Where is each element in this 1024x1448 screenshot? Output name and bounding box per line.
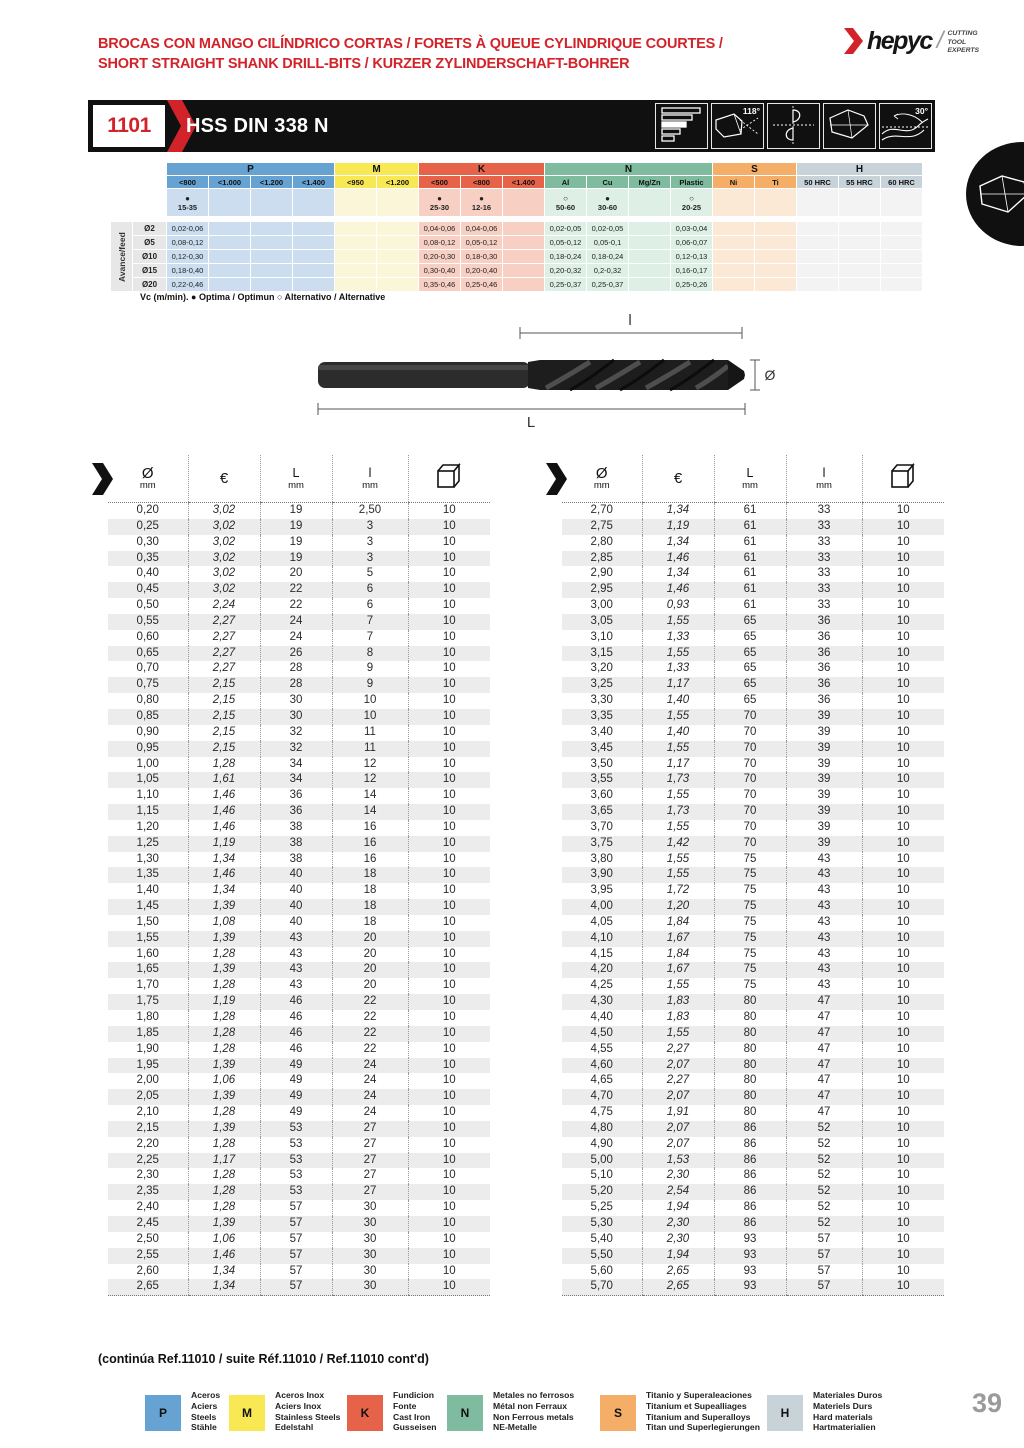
flute-length-label: l	[628, 312, 632, 329]
price-row: 1,00 1,28 34 12 10	[108, 757, 490, 773]
price-row: 0,95 2,15 32 11 10	[108, 741, 490, 757]
legend-item-H	[767, 1390, 882, 1433]
spec-table	[110, 162, 923, 292]
legend-item-P	[145, 1390, 220, 1433]
price-row: 2,45 1,39 57 30 10	[108, 1216, 490, 1232]
price-row: 4,65 2,27 80 47 10	[562, 1073, 944, 1089]
price-row: 0,45 3,02 22 6 10	[108, 582, 490, 598]
legend-swatch-N: N	[447, 1395, 483, 1431]
price-row: 4,10 1,67 75 43 10	[562, 931, 944, 947]
col-pack-qty	[408, 455, 490, 503]
continuation-note: (continúa Ref.11010 / suite Réf.11010 / Ref.11010 cont'd)	[98, 1352, 429, 1366]
diameter-row-label: Ø5	[133, 236, 167, 250]
legend-item-N	[447, 1390, 574, 1433]
legend-swatch-S: S	[600, 1395, 636, 1431]
price-row: 1,30 1,34 38 16 10	[108, 852, 490, 868]
price-row: 2,65 1,34 57 30 10	[108, 1279, 490, 1295]
price-row: 1,95 1,39 49 24 10	[108, 1058, 490, 1074]
drill-diagram	[278, 312, 778, 435]
price-row: 0,65 2,27 26 8 10	[108, 646, 490, 662]
col-diameter: Ø mm	[108, 455, 188, 503]
diameter-label: Ø	[764, 367, 776, 383]
spec-group-header-row	[111, 163, 923, 176]
legend-swatch-H: H	[767, 1395, 803, 1431]
diameter-row-label: Ø10	[133, 250, 167, 264]
price-row: 2,25 1,17 53 27 10	[108, 1153, 490, 1169]
brand-logo	[843, 26, 979, 61]
drill-tip-icon	[972, 164, 1024, 224]
col-total-length: L mm	[714, 455, 786, 503]
price-row: 2,75 1,19 61 33 10	[562, 519, 944, 535]
legend-text-N: Metales no ferrosos Métal non Ferraux Non Ferrous metals NE-Metalle	[493, 1390, 575, 1433]
price-row: 4,05 1,84 75 43 10	[562, 915, 944, 931]
price-row: 0,55 2,27 24 7 10	[108, 614, 490, 630]
price-table-header	[562, 455, 944, 503]
spec-data-row: Avance/feed Ø2 0,02-0,06 0,04-0,06 0,04-0,06 0,02-0,05 0,02-0,05 0,03-0,04	[111, 222, 923, 236]
brand-chevron-icon	[843, 26, 865, 61]
price-row: 1,35 1,46 40 18 10	[108, 867, 490, 883]
spec-data-row: Ø15 0,18-0,40 0,30-0,40 0,20-0,40 0,20-0,32 0,2-0,32 0,16-0,17	[111, 264, 923, 278]
brand-name: hepyc	[867, 27, 932, 55]
banner-icons	[655, 103, 932, 149]
total-length-label: L	[526, 414, 536, 430]
price-row: 2,80 1,34 61 33 10	[562, 535, 944, 551]
price-row: 3,05 1,55 65 36 10	[562, 614, 944, 630]
price-row: 0,80 2,15 30 10 10	[108, 693, 490, 709]
price-row: 5,10 2,30 86 52 10	[562, 1168, 944, 1184]
legend-item-M	[229, 1390, 340, 1433]
point-angle-icon: 118°	[711, 103, 764, 149]
series-ref-box	[93, 105, 165, 147]
legend-swatch-M: M	[229, 1395, 265, 1431]
price-row: 3,15 1,55 65 36 10	[562, 646, 944, 662]
price-row: 3,60 1,55 70 39 10	[562, 788, 944, 804]
price-row: 1,40 1,34 40 18 10	[108, 883, 490, 899]
price-row: 0,70 2,27 28 9 10	[108, 661, 490, 677]
price-row: 2,05 1,39 49 24 10	[108, 1089, 490, 1105]
spec-group-S: S	[713, 163, 797, 176]
price-row: 1,65 1,39 43 20 10	[108, 962, 490, 978]
price-row: 4,75 1,91 80 47 10	[562, 1105, 944, 1121]
price-row: 0,85 2,15 30 10 10	[108, 709, 490, 725]
price-row: 3,95 1,72 75 43 10	[562, 883, 944, 899]
diameter-row-label: Ø20	[133, 278, 167, 292]
price-row: 2,15 1,39 53 27 10	[108, 1121, 490, 1137]
price-row: 1,90 1,28 46 22 10	[108, 1042, 490, 1058]
price-row: 3,90 1,55 75 43 10	[562, 867, 944, 883]
legend-item-S	[600, 1390, 760, 1433]
price-row: 2,60 1,34 57 30 10	[108, 1264, 490, 1280]
price-row: 2,95 1,46 61 33 10	[562, 582, 944, 598]
page-title	[98, 34, 723, 74]
col-flute-length: l mm	[332, 455, 408, 503]
series-title: HSS DIN 338 N	[186, 114, 329, 137]
price-row: 1,20 1,46 38 16 10	[108, 820, 490, 836]
cross-section-icon	[767, 103, 820, 149]
price-row: 0,20 3,02 19 2,50 10	[108, 503, 490, 519]
price-row: 4,15 1,84 75 43 10	[562, 947, 944, 963]
table-chevron-icon	[90, 463, 114, 495]
legend-text-K: Fundicion Fonte Cast Iron Gusseisen	[393, 1390, 437, 1433]
price-row: 1,55 1,39 43 20 10	[108, 931, 490, 947]
price-row: 1,05 1,61 34 12 10	[108, 772, 490, 788]
col-flute-length: l mm	[786, 455, 862, 503]
diameter-row-label: Ø15	[133, 264, 167, 278]
bar-lengths-icon	[655, 103, 708, 149]
drill-bit-image	[318, 360, 745, 390]
price-row: 3,35 1,55 70 39 10	[562, 709, 944, 725]
spec-group-K: K	[419, 163, 545, 176]
price-row: 1,45 1,39 40 18 10	[108, 899, 490, 915]
logo-slash: /	[936, 27, 944, 54]
legend-item-K	[347, 1390, 436, 1433]
col-price: €	[642, 455, 714, 503]
price-row: 4,00 1,20 75 43 10	[562, 899, 944, 915]
box-icon	[888, 477, 918, 494]
col-total-length: L mm	[260, 455, 332, 503]
price-row: 4,90 2,07 86 52 10	[562, 1137, 944, 1153]
material-legend	[145, 1390, 905, 1446]
price-row: 0,75 2,15 28 9 10	[108, 677, 490, 693]
price-table-right-wrap	[562, 455, 944, 1296]
price-row: 3,65 1,73 70 39 10	[562, 804, 944, 820]
price-row: 1,25 1,19 38 16 10	[108, 836, 490, 852]
legend-swatch-P: P	[145, 1395, 181, 1431]
legend-text-S: Titanio y Superaleaciones Titanium et Supealliages Titanium and Superalloys Titan und Superlegierungen	[646, 1390, 760, 1433]
price-row: 2,00 1,06 49 24 10	[108, 1073, 490, 1089]
page-number: 39	[971, 1388, 1002, 1418]
price-row: 5,30 2,30 86 52 10	[562, 1216, 944, 1232]
price-row: 3,25 1,17 65 36 10	[562, 677, 944, 693]
price-row: 4,20 1,67 75 43 10	[562, 962, 944, 978]
feed-axis-label: Avance/feed	[111, 222, 133, 292]
price-row: 5,50 1,94 93 57 10	[562, 1248, 944, 1264]
price-row: 0,30 3,02 19 3 10	[108, 535, 490, 551]
tip-geometry-icon	[823, 103, 876, 149]
price-row: 2,35 1,28 53 27 10	[108, 1184, 490, 1200]
legend-text-H: Materiales Duros Materiels Durs Hard materials Hartmaterialien	[813, 1390, 883, 1433]
price-row: 2,50 1,06 57 30 10	[108, 1232, 490, 1248]
price-row: 3,30 1,40 65 36 10	[562, 693, 944, 709]
spec-vc-row: ● 15-35 ● 25-30 ● 12-16 ○ 50-60 ● 30-60 ○ 20-25	[111, 189, 923, 217]
price-row: 4,70 2,07 80 47 10	[562, 1089, 944, 1105]
page-title-line1: BROCAS CON MANGO CILÍNDRICO CORTAS / FORETS À QUEUE CYLINDRIQUE COURTES /	[98, 36, 723, 52]
price-row: 0,50 2,24 22 6 10	[108, 598, 490, 614]
price-row: 2,40 1,28 57 30 10	[108, 1200, 490, 1216]
page-edge-tab	[966, 142, 1024, 246]
helix-angle-icon: 30°	[879, 103, 932, 149]
price-row: 1,50 1,08 40 18 10	[108, 915, 490, 931]
price-row: 0,90 2,15 32 11 10	[108, 725, 490, 741]
price-row: 1,75 1,19 46 22 10	[108, 994, 490, 1010]
price-row: 2,55 1,46 57 30 10	[108, 1248, 490, 1264]
col-pack-qty	[862, 455, 944, 503]
spec-data-row: Ø20 0,22-0,46 0,35-0,46 0,25-0,46 0,25-0,37 0,25-0,37 0,25-0,26	[111, 278, 923, 292]
price-row: 4,30 1,83 80 47 10	[562, 994, 944, 1010]
price-row: 2,85 1,46 61 33 10	[562, 551, 944, 567]
spec-group-P: P	[167, 163, 335, 176]
price-row: 1,70 1,28 43 20 10	[108, 978, 490, 994]
price-row: 3,40 1,40 70 39 10	[562, 725, 944, 741]
price-row: 2,20 1,28 53 27 10	[108, 1137, 490, 1153]
legend-text-P: Aceros Aciers Steels Stähle	[191, 1390, 221, 1433]
brand-tagline: CUTTING TOOL EXPERTS	[947, 30, 980, 55]
legend-swatch-K: K	[347, 1395, 383, 1431]
price-row: 1,10 1,46 36 14 10	[108, 788, 490, 804]
price-row: 5,40 2,30 93 57 10	[562, 1232, 944, 1248]
price-row: 1,60 1,28 43 20 10	[108, 947, 490, 963]
box-icon	[434, 477, 464, 494]
legend-text-M: Aceros Inox Aciers Inox Stainless Steels Edelstahl	[275, 1390, 341, 1433]
price-row: 5,70 2,65 93 57 10	[562, 1279, 944, 1295]
col-diameter: Ø mm	[562, 455, 642, 503]
price-row: 3,10 1,33 65 36 10	[562, 630, 944, 646]
spec-group-M: M	[335, 163, 419, 176]
price-row: 3,45 1,55 70 39 10	[562, 741, 944, 757]
price-row: 3,50 1,17 70 39 10	[562, 757, 944, 773]
price-row: 0,60 2,27 24 7 10	[108, 630, 490, 646]
price-row: 3,80 1,55 75 43 10	[562, 852, 944, 868]
price-row: 4,25 1,55 75 43 10	[562, 978, 944, 994]
price-row: 5,60 2,65 93 57 10	[562, 1264, 944, 1280]
price-row: 2,30 1,28 53 27 10	[108, 1168, 490, 1184]
price-row: 5,25 1,94 86 52 10	[562, 1200, 944, 1216]
table-chevron-icon	[544, 463, 568, 495]
spec-subheader-row: <800 <1.000 <1.200 <1.400 <950 <1.200 <500 <800 <1.400 Al Cu Mg/Zn Plastic Ni Ti 50 HRC 55 HRC 60 HRC	[111, 176, 923, 189]
spec-group-N: N	[545, 163, 713, 176]
price-row: 4,55 2,27 80 47 10	[562, 1042, 944, 1058]
col-price: €	[188, 455, 260, 503]
spec-data-row: Ø10 0,12-0,30 0,20-0,30 0,18-0,30 0,18-0,24 0,18-0,24 0,12-0,13	[111, 250, 923, 264]
price-row: 0,25 3,02 19 3 10	[108, 519, 490, 535]
price-row: 3,20 1,33 65 36 10	[562, 661, 944, 677]
price-row: 4,50 1,55 80 47 10	[562, 1026, 944, 1042]
price-row: 0,40 3,02 20 5 10	[108, 566, 490, 582]
price-table-right	[562, 455, 944, 1296]
page-title-line2: SHORT STRAIGHT SHANK DRILL-BITS / KURZER ZYLINDERSCHAFT-BOHRER	[98, 56, 630, 72]
speed-feed-note: Vc (m/min). ● Optima / Optimun ○ Alternativo / Alternative	[140, 292, 386, 302]
price-row: 3,55 1,73 70 39 10	[562, 772, 944, 788]
price-row: 2,10 1,28 49 24 10	[108, 1105, 490, 1121]
price-row: 3,70 1,55 70 39 10	[562, 820, 944, 836]
price-row: 3,00 0,93 61 33 10	[562, 598, 944, 614]
price-row: 1,85 1,28 46 22 10	[108, 1026, 490, 1042]
price-table-left-wrap	[108, 455, 490, 1296]
price-row: 4,40 1,83 80 47 10	[562, 1010, 944, 1026]
price-row: 4,60 2,07 80 47 10	[562, 1058, 944, 1074]
price-row: 3,75 1,42 70 39 10	[562, 836, 944, 852]
price-row: 5,00 1,53 86 52 10	[562, 1153, 944, 1169]
diameter-row-label: Ø2	[133, 222, 167, 236]
price-row: 4,80 2,07 86 52 10	[562, 1121, 944, 1137]
price-row: 0,35 3,02 19 3 10	[108, 551, 490, 567]
series-ref: 1101	[107, 114, 151, 137]
price-row: 5,20 2,54 86 52 10	[562, 1184, 944, 1200]
spec-table-wrap	[110, 162, 923, 292]
spec-group-H: H	[797, 163, 923, 176]
price-table-header	[108, 455, 490, 503]
price-row: 2,70 1,34 61 33 10	[562, 503, 944, 519]
price-table-left	[108, 455, 490, 1296]
series-banner	[88, 100, 935, 152]
price-row: 1,15 1,46 36 14 10	[108, 804, 490, 820]
price-row: 1,80 1,28 46 22 10	[108, 1010, 490, 1026]
spec-data-row: Ø5 0,08-0,12 0,08-0,12 0,05-0,12 0,05-0,12 0,05-0,1 0,06-0,07	[111, 236, 923, 250]
price-row: 2,90 1,34 61 33 10	[562, 566, 944, 582]
